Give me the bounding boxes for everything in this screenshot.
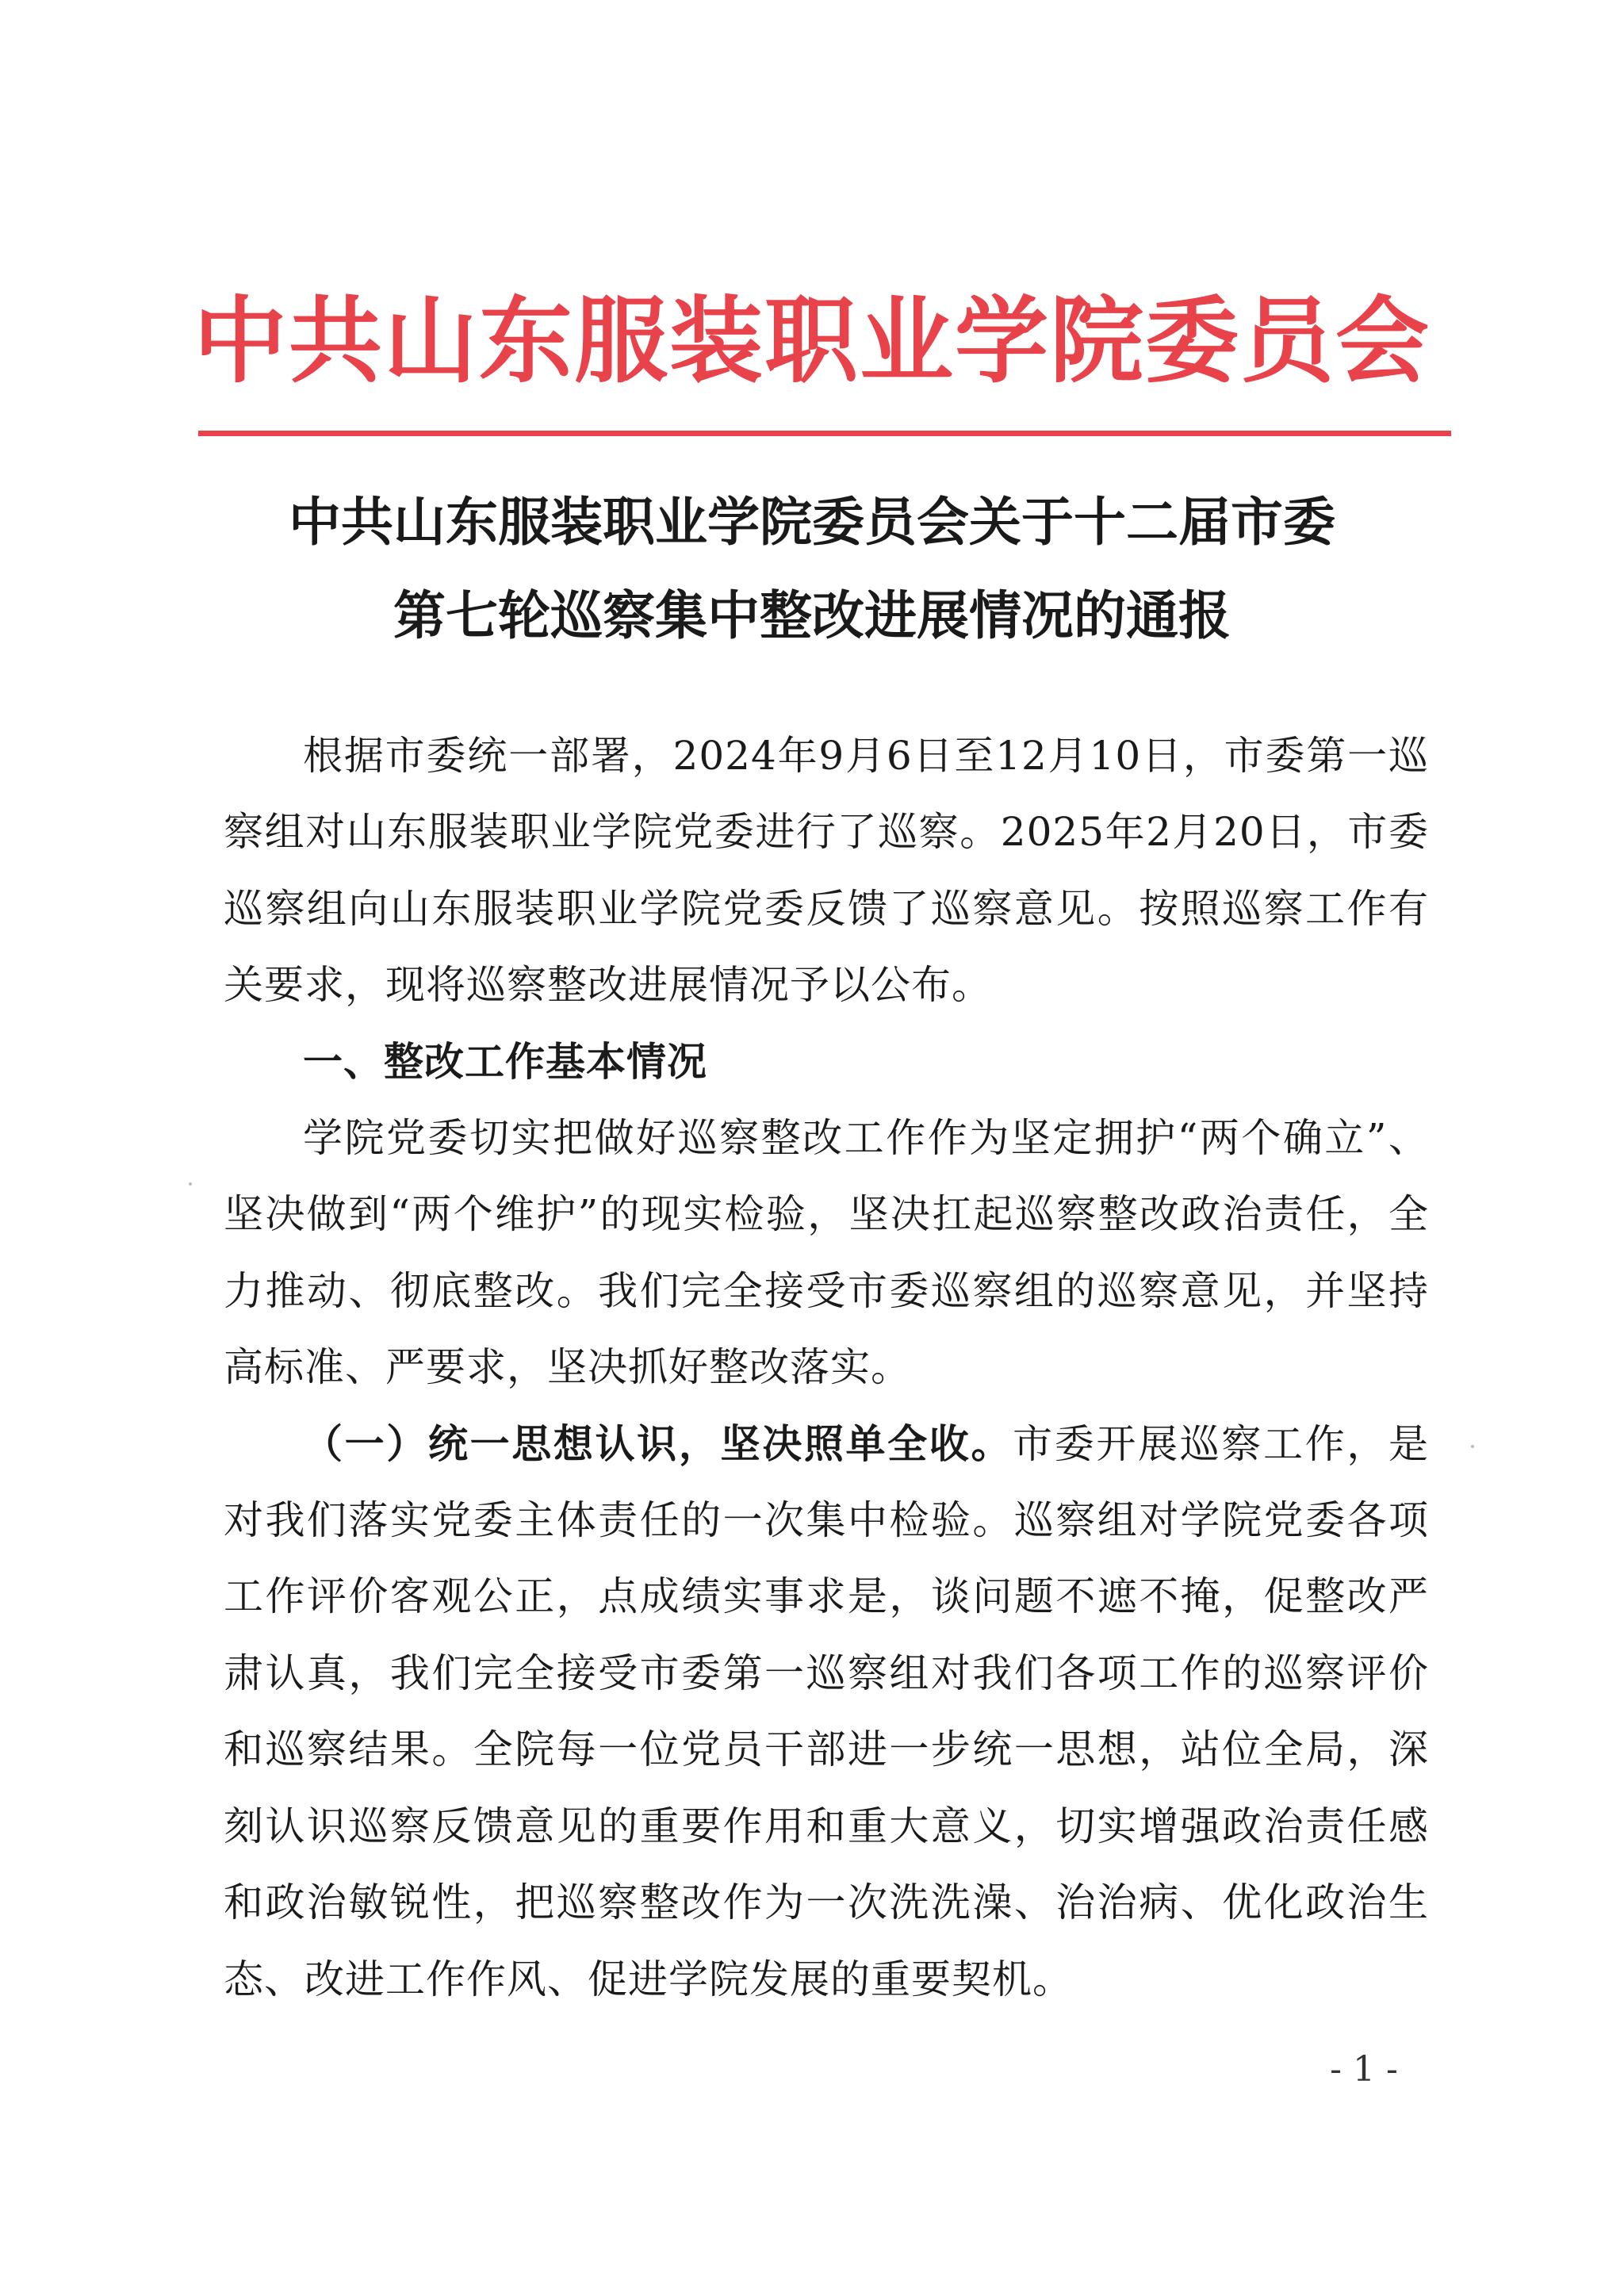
section-1-paragraph: 学院党委切实把做好巡察整改工作作为坚定拥护“两个确立”、坚决做到“两个维护”的现实检验，坚决扛起巡察整改政治责任，全力推动、彻底整改。我们完全接受市委巡察组的巡察意见，并坚持高标准、严要求，坚决抓好整改落实。 — [224, 1115, 1429, 1391]
document-title — [159, 476, 1465, 663]
page-number: - 1 - — [1330, 2049, 1398, 2090]
scan-speck — [1471, 1445, 1474, 1448]
intro-paragraph: 根据市委统一部署，2024年9月6日至12月10日，市委第一巡察组对山东服装职业学院党委进行了巡察。2025年2月20日，市委巡察组向山东服装职业学院党委反馈了巡察意见。按照巡察工作有关要求，现将巡察整改进展情况予以公布。 — [224, 733, 1429, 1009]
document-body — [224, 718, 1429, 2017]
scan-speck — [189, 1182, 192, 1186]
red-letterhead-title: 中共山东服装职业学院委员会 — [193, 286, 1431, 396]
subsection-1-text: 市委开展巡察工作，是对我们落实党委主体责任的一次集中检验。巡察组对学院党委各项工作评价客观公正，点成绩实事求是，谈问题不遮不掩，促整改严肃认真，我们完全接受市委第一巡察组对我们各项工作的巡察评价和巡察结果。全院每一位党员干部进一步统一思想，站位全局，深刻认识巡察反馈意见的重要作用和重大意义，切实增强政治责任感和政治敏锐性，把巡察整改作为一次洗洗澡、治治病、优化政治生态、改进工作作风、促进学院发展的重要契机。 — [224, 1420, 1430, 2002]
section-1-heading: 一、整改工作基本情况 — [303, 1038, 707, 1085]
title-line-1: 中共山东服装职业学院委员会关于十二届市委 — [289, 492, 1335, 553]
red-divider-line — [198, 431, 1451, 436]
subsection-1-heading: （一）统一思想认识，坚决照单全收。 — [303, 1420, 1013, 1467]
subsection-1-paragraph — [224, 1406, 1429, 2017]
title-line-2: 第七轮巡察集中整改进展情况的通报 — [393, 585, 1231, 646]
